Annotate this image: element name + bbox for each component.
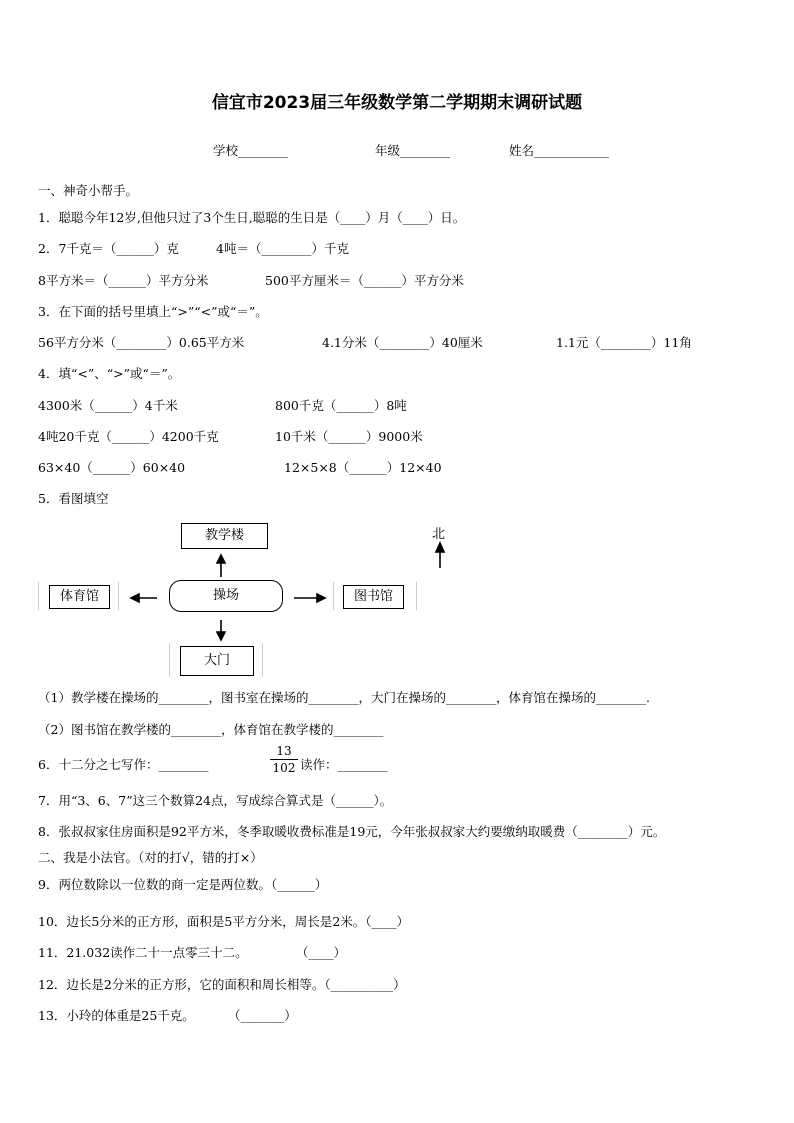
question-9: 9．两位数除以一位数的商一定是两位数。（______） bbox=[38, 877, 328, 892]
arrow-head bbox=[317, 594, 325, 602]
question-4e: 63×40（______）60×40 bbox=[38, 460, 186, 475]
question-4: 4．填“<”、“>”或“＝”。 bbox=[38, 366, 181, 381]
question-12: 12．边长是2分米的正方形，它的面积和周长相等。（__________） bbox=[38, 977, 406, 992]
school-field[interactable]: 学校________ bbox=[213, 143, 289, 158]
grade-field[interactable]: 年级________ bbox=[375, 143, 451, 158]
section2-heading: 二、我是小法官。（对的打√，错的打×） bbox=[38, 850, 263, 865]
question-2d: 500平方厘米＝（______）平方分米 bbox=[265, 273, 464, 288]
arrow-head bbox=[131, 594, 139, 602]
question-7: 7．用“3、6、7”这三个数算24点，写成综合算式是（______）。 bbox=[38, 793, 393, 808]
question-10: 10．边长5分米的正方形，面积是5平方分米，周长是2米。（____） bbox=[38, 914, 410, 929]
section1-heading: 一、神奇小帮手。 bbox=[38, 183, 139, 198]
question-4c: 4吨20千克（______）4200千克 bbox=[38, 429, 219, 444]
question-3a: 56平方分米（________）0.65平方米 bbox=[38, 335, 245, 350]
question-8: 8．张叔叔家住房面积是92平方米，冬季取暖收费标准是19元，今年张叔叔家大约要缴纳取暖费（________）元。 bbox=[38, 824, 666, 839]
question-3: 3．在下面的括号里填上“>”“<”或“＝”。 bbox=[38, 304, 268, 319]
question-2c: 8平方米＝（______）平方分米 bbox=[38, 273, 209, 288]
map-library: 图书馆 bbox=[343, 585, 404, 609]
question-5-2: （2）图书馆在教学楼的________，体育馆在教学楼的________ bbox=[38, 722, 384, 737]
question-5: 5．看图填空 bbox=[38, 491, 109, 506]
arrow-head bbox=[217, 555, 225, 563]
map-teaching-building: 教学楼 bbox=[181, 523, 268, 549]
map-playground: 操场 bbox=[169, 580, 283, 612]
question-5-1: （1）教学楼在操场的________，图书室在操场的________，大门在操场的________，体育馆在操场的________. bbox=[38, 690, 650, 705]
fraction-numerator: 13 bbox=[276, 744, 292, 758]
question-1: 1．聪聪今年12岁,但他只过了3个生日,聪聪的生日是（____）月（____）日。 bbox=[38, 210, 466, 225]
fraction-13-102 bbox=[270, 744, 298, 775]
name-field[interactable]: 姓名____________ bbox=[509, 143, 610, 158]
question-6a: 6．十二分之七写作：________ bbox=[38, 757, 209, 772]
question-11: 11．21.032读作二十一点零三十二。 bbox=[38, 945, 248, 960]
question-11-blank[interactable]: （____） bbox=[296, 945, 347, 960]
fraction-bar bbox=[270, 759, 298, 760]
question-4b: 800千克（______）8吨 bbox=[275, 398, 407, 413]
question-13: 13．小玲的体重是25千克。 bbox=[38, 1008, 195, 1023]
question-3c: 1.1元（________）11角 bbox=[556, 335, 692, 350]
map-gate: 大门 bbox=[180, 646, 254, 676]
question-2a: 2．7千克＝（______）克 bbox=[38, 241, 179, 256]
question-4a: 4300米（______）4千米 bbox=[38, 398, 178, 413]
arrow-head bbox=[217, 632, 225, 640]
question-4f: 12×5×8（______）12×40 bbox=[284, 460, 442, 475]
question-6b: 读作：________ bbox=[300, 757, 388, 772]
map-gym: 体育馆 bbox=[49, 585, 110, 609]
north-arrow-head bbox=[436, 543, 444, 552]
north-label: 北 bbox=[432, 527, 446, 542]
page-title: 信宜市2023届三年级数学第二学期期末调研试题 bbox=[211, 93, 583, 113]
question-3b: 4.1分米（________）40厘米 bbox=[322, 335, 483, 350]
question-4d: 10千米（______）9000米 bbox=[275, 429, 423, 444]
fraction-denominator: 102 bbox=[272, 761, 296, 775]
question-2b: 4吨＝（________）千克 bbox=[216, 241, 349, 256]
question-13-blank[interactable]: （_______） bbox=[228, 1008, 297, 1023]
